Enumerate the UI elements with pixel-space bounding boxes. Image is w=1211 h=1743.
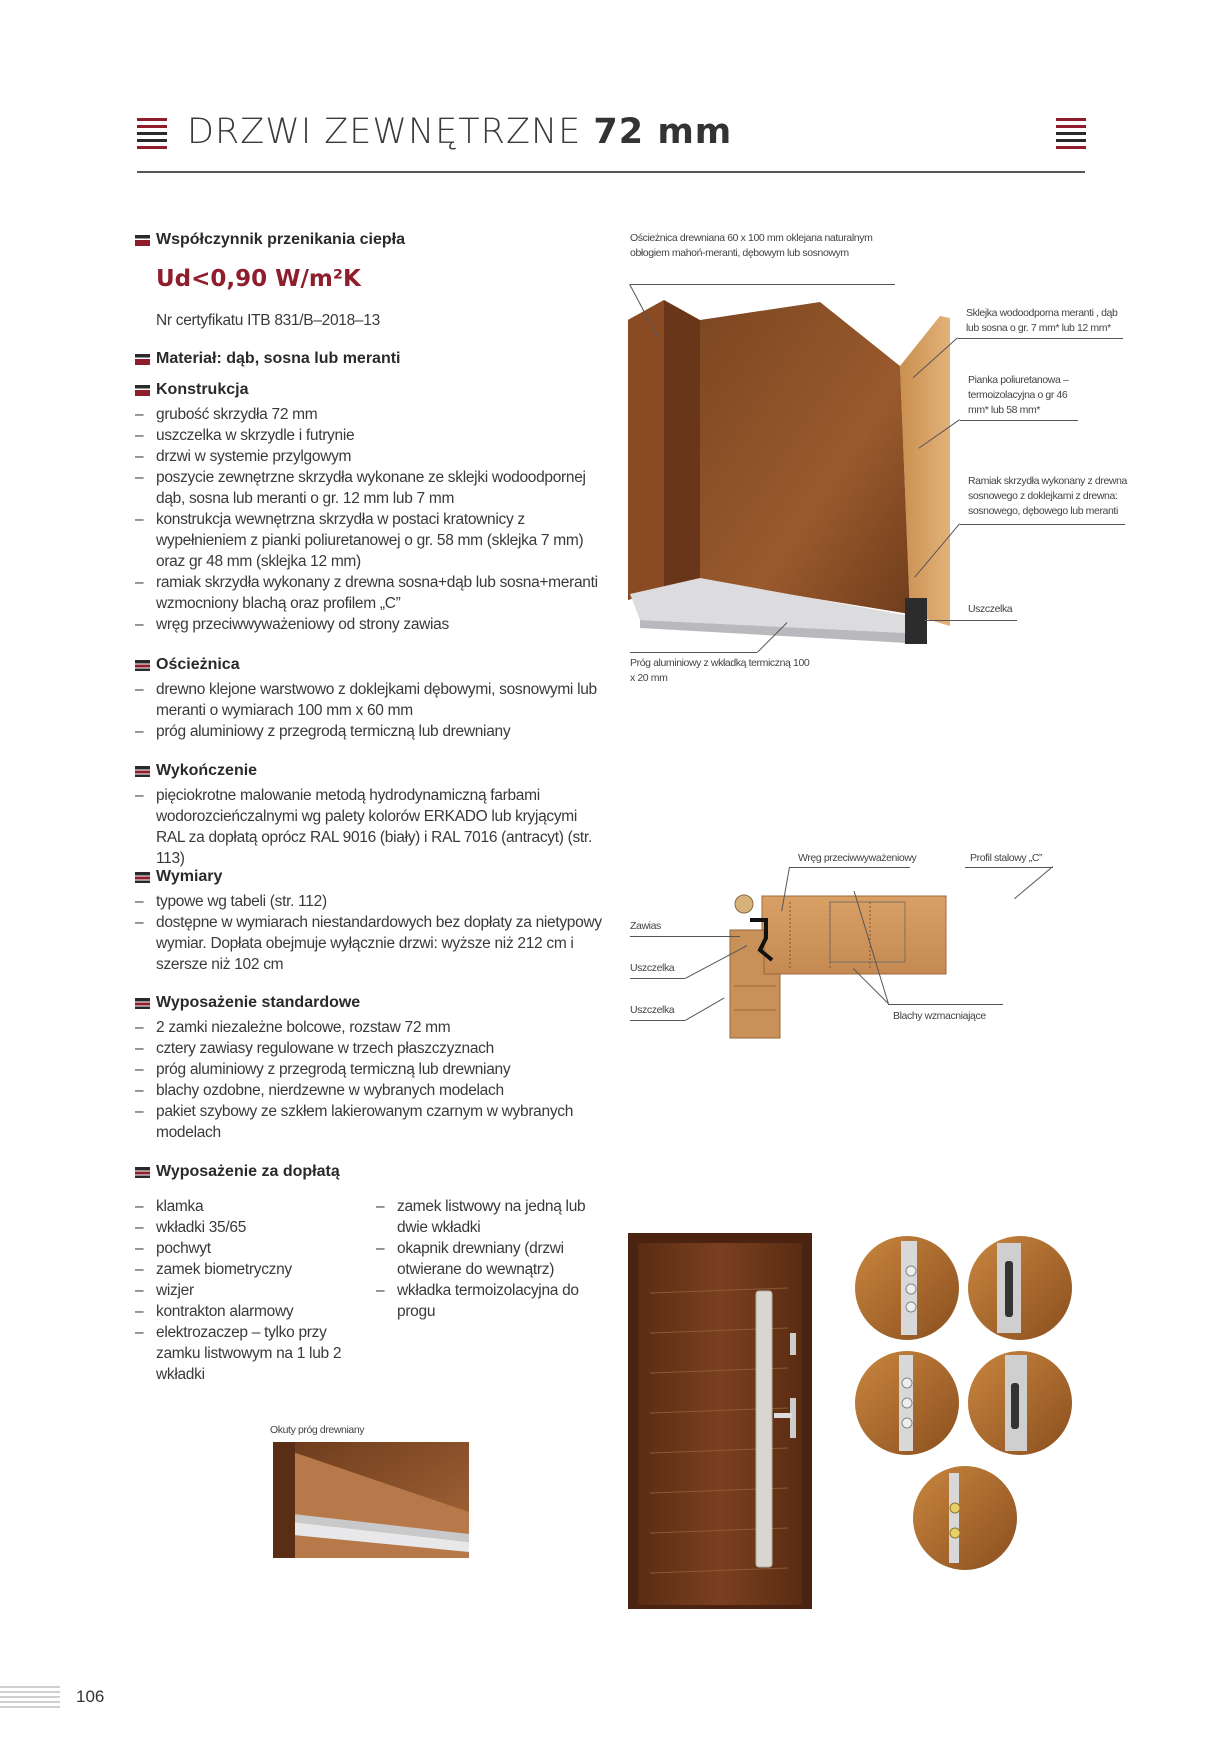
- caption-plates: Blachy wzmacniające: [893, 1010, 986, 1022]
- leader-line: [685, 998, 724, 1021]
- leader-line: [630, 284, 895, 285]
- konstrukcja-section: [135, 380, 605, 635]
- list-item: – elektrozaczep – tylko przy zamku listwowym na 1 lub 2 wkładki: [135, 1322, 350, 1385]
- caption-plywood: Sklejka wodoodporna meranti , dąb lub sosna o gr. 7 mm* lub 12 mm*: [966, 307, 1118, 334]
- konstrukcja-list: [135, 404, 605, 635]
- flag-icon: [135, 872, 150, 883]
- list-item: – drzwi w systemie przylgowym: [135, 446, 605, 467]
- list-item: – klamka: [135, 1196, 350, 1217]
- list-item: – poszycie zewnętrzne skrzydła wykonane ze sklejki wodoodpornej dąb, sosna lub meranti o gr. 12 mm lub 7 mm: [135, 467, 605, 509]
- heat-value: Ud<0,90 W/m²K: [156, 266, 361, 292]
- door-section-illustration: [620, 298, 960, 670]
- lock-detail-photos: [855, 1233, 1095, 1621]
- leader-line: [790, 867, 910, 868]
- header-stripes-icon-right: [1056, 118, 1086, 153]
- flag-icon: [135, 385, 150, 396]
- caption-rail: Ramiak skrzydła wykonany z drewna sosnowego z doklejkami z drewna: sosnowego, dębowego lub meranti: [968, 475, 1127, 517]
- list-item: – próg aluminiowy z przegrodą termiczną lub drewniany: [135, 721, 605, 742]
- list-item: – uszczelka w skrzydle i futrynie: [135, 425, 605, 446]
- wymiary-heading: Wymiary: [156, 868, 223, 885]
- list-item: – wręg przeciwwyważeniowy od strony zawias: [135, 614, 605, 635]
- wymiary-section: [135, 867, 605, 975]
- list-item: – grubość skrzydła 72 mm: [135, 404, 605, 425]
- list-item: – drewno klejone warstwowo z doklejkami dębowymi, sosnowymi lub meranti o wymiarach 100 mm x 60 mm: [135, 679, 605, 721]
- heat-section: [135, 230, 605, 250]
- heat-heading: Współczynnik przenikania ciepła: [156, 231, 405, 248]
- caption-seal-2: Uszczelka: [630, 1004, 675, 1016]
- leader-line: [888, 1004, 1003, 1005]
- threshold-caption: Okuty próg drewniany: [270, 1424, 365, 1436]
- oscieznica-heading: Ościeżnica: [156, 656, 240, 673]
- material-heading: Materiał: dąb, sosna lub meranti: [156, 350, 401, 367]
- flag-icon: [135, 998, 150, 1009]
- list-item: – 2 zamki niezależne bolcowe, rozstaw 72 mm: [135, 1017, 605, 1038]
- leader-line: [965, 867, 1053, 868]
- threshold-photo: [273, 1442, 469, 1558]
- oscieznica-section: [135, 655, 605, 742]
- leader-line: [960, 420, 1078, 421]
- flag-icon: [135, 1167, 150, 1178]
- list-item: – ramiak skrzydła wykonany z drewna sosna+dąb lub sosna+meranti wzmocniony blachą oraz profilem „C”: [135, 572, 605, 614]
- wykonczenie-section: [135, 761, 605, 869]
- standard-list: [135, 1017, 605, 1143]
- standard-heading: Wyposażenie standardowe: [156, 994, 361, 1011]
- leader-line: [630, 652, 757, 653]
- list-item: – wkładka termoizolacyjna do progu: [376, 1280, 586, 1322]
- list-item: – pochwyt: [135, 1238, 350, 1259]
- caption-hinge: Zawias: [630, 920, 661, 932]
- extra-list-col2: [376, 1196, 586, 1322]
- caption-profile: Profil stalowy „C”: [970, 852, 1043, 864]
- wykonczenie-list: [135, 785, 605, 869]
- leader-line: [958, 338, 1123, 339]
- list-item: – wizjer: [135, 1280, 350, 1301]
- list-item: – kontrakton alarmowy: [135, 1301, 350, 1322]
- leader-line: [960, 524, 1125, 525]
- flag-icon: [135, 766, 150, 777]
- wymiary-list: [135, 891, 605, 975]
- lock-detail-5: [913, 1466, 1017, 1570]
- konstrukcja-heading: Konstrukcja: [156, 381, 249, 398]
- header-stripes-icon-left: [137, 118, 167, 153]
- list-item: – konstrukcja wewnętrzna skrzydła w postaci kratownicy z wypełnieniem z pianki poliuretanowej o gr. 58 mm (sklejka 7 mm) oraz gr 48 mm (sklejka 12 mm): [135, 509, 605, 572]
- caption-sill: Próg aluminiowy z wkładką termiczną 100 x 20 mm: [630, 657, 810, 684]
- list-item: – próg aluminiowy z przegrodą termiczną lub drewniany: [135, 1059, 605, 1080]
- lock-detail-3: [855, 1351, 959, 1455]
- leader-line: [630, 936, 740, 937]
- list-item: – typowe wg tabeli (str. 112): [135, 891, 605, 912]
- list-item: – blachy ozdobne, nierdzewne w wybranych modelach: [135, 1080, 605, 1101]
- extra-heading: Wyposażenie za dopłatą: [156, 1163, 340, 1180]
- list-item: – okapnik drewniany (drzwi otwierane do wewnątrz): [376, 1238, 586, 1280]
- list-item: – dostępne w wymiarach niestandardowych bez dopłaty za nietypowy wymiar. Dopłata obejmuje wyłącznie drzwi: wyższe niż 212 cm i szersze niż 102 cm: [135, 912, 605, 975]
- lock-detail-1: [855, 1236, 959, 1340]
- extra-list-col1: [135, 1196, 350, 1385]
- material-section: [135, 349, 605, 369]
- flag-icon: [135, 235, 150, 246]
- leader-line: [1014, 866, 1053, 899]
- list-item: – pięciokrotne malowanie metodą hydrodynamiczną farbami wodorozcieńczalnymi wg palety kolorów ERKADO lub kryjącymi RAL za dopłatą oprócz RAL 9016 (biały) i RAL 7016 (antracyt) (str. 113): [135, 785, 605, 869]
- list-item: – zamek biometryczny: [135, 1259, 350, 1280]
- footer-stripes: [0, 1686, 60, 1711]
- leader-line: [925, 620, 1017, 621]
- list-item: – cztery zawiasy regulowane w trzech płaszczyznach: [135, 1038, 605, 1059]
- caption-seal-1: Uszczelka: [630, 962, 675, 974]
- page-title: DRZWI ZEWNĘTRZNE 72 mm: [187, 112, 733, 152]
- extra-section: [135, 1162, 605, 1182]
- caption-frame: Ościeżnica drewniana 60 x 100 mm oklejana naturalnym obłogiem mahoń-meranti, dębowym lub sosnowym: [630, 232, 873, 259]
- caption-rebate: Wręg przeciwwyważeniowy: [798, 852, 917, 864]
- wykonczenie-heading: Wykończenie: [156, 762, 258, 779]
- list-item: – zamek listwowy na jedną lub dwie wkładki: [376, 1196, 586, 1238]
- standard-section: [135, 993, 605, 1143]
- lock-detail-2: [968, 1236, 1072, 1340]
- list-item: – pakiet szybowy ze szkłem lakierowanym czarnym w wybranych modelach: [135, 1101, 605, 1143]
- caption-seal: Uszczelka: [968, 603, 1013, 615]
- flag-icon: [135, 660, 150, 671]
- certificate-number: Nr certyfikatu ITB 831/B–2018–13: [156, 312, 380, 329]
- leader-line: [630, 978, 685, 979]
- leader-line: [630, 1020, 685, 1021]
- page-number: 106: [76, 1687, 105, 1706]
- lock-detail-4: [968, 1351, 1072, 1455]
- flag-icon: [135, 354, 150, 365]
- door-photo: [628, 1233, 812, 1609]
- caption-foam: Pianka poliuretanowa – termoizolacyjna o gr 46 mm* lub 58 mm*: [968, 374, 1069, 416]
- list-item: – wkładki 35/65: [135, 1217, 350, 1238]
- oscieznica-list: [135, 679, 605, 742]
- header-divider: [137, 171, 1085, 173]
